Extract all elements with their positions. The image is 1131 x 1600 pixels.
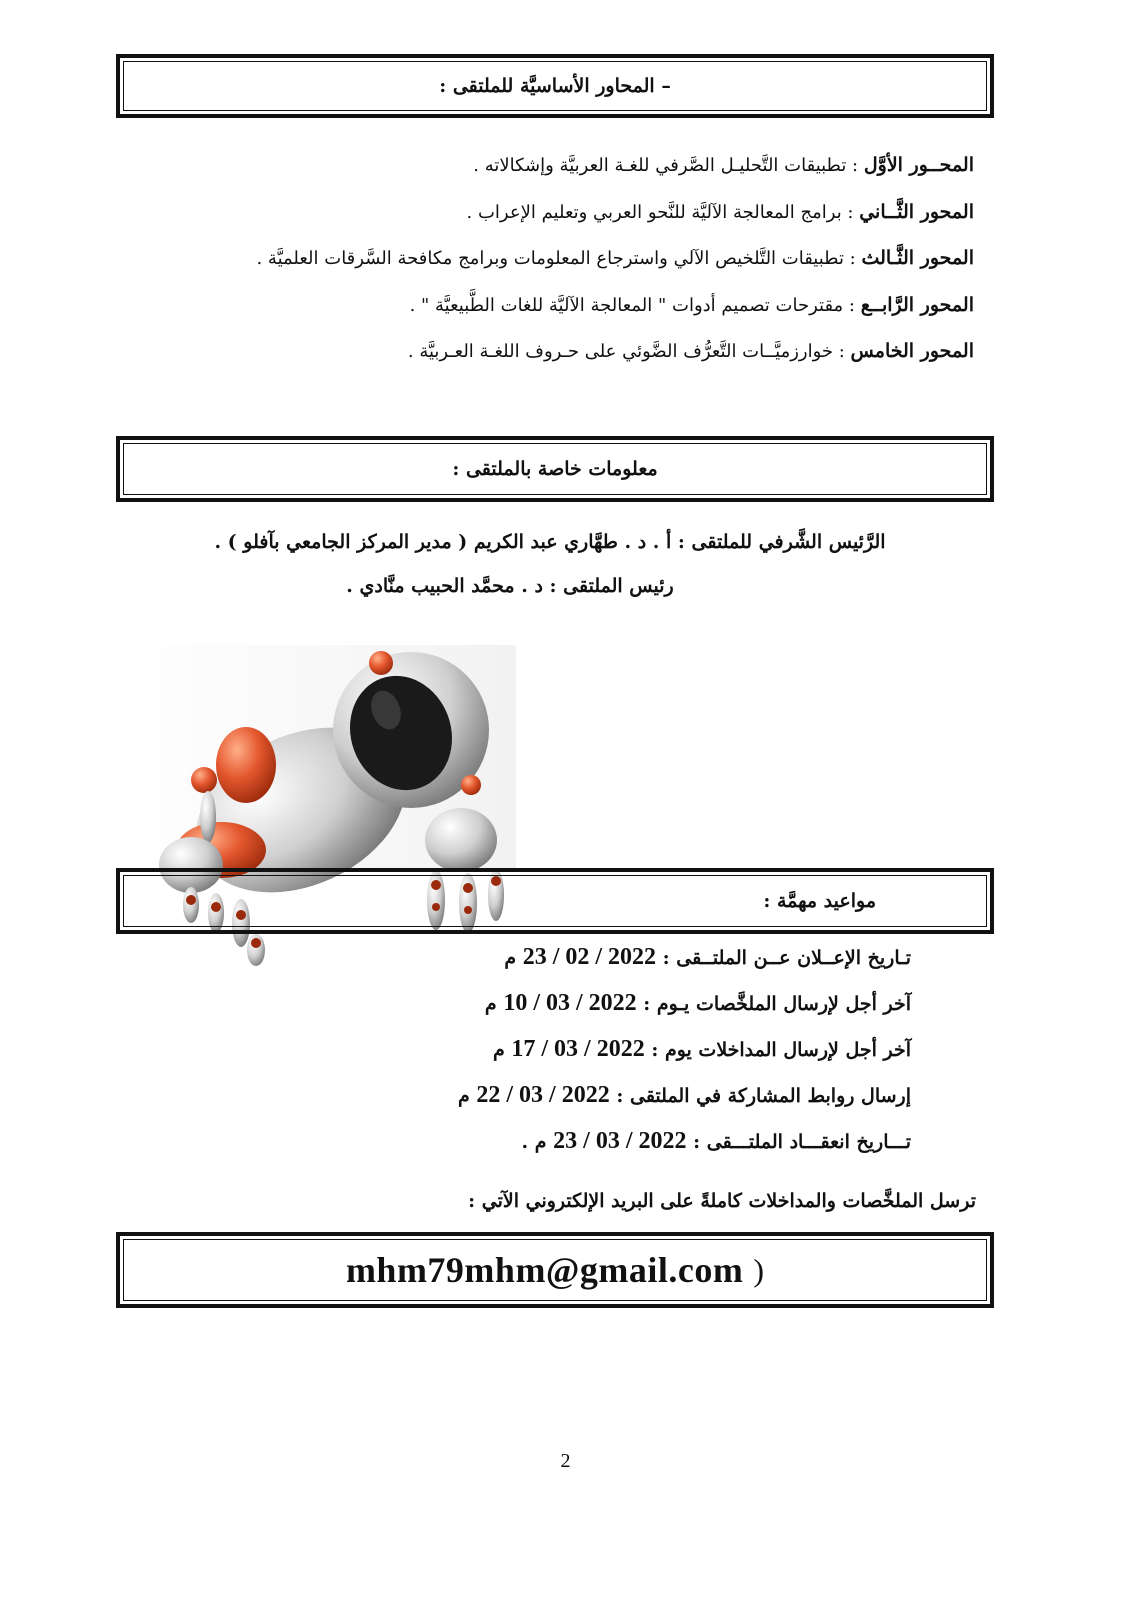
date-item: آخر أجل لإرسال المداخلات يوم : 17 / 03 / 2022 م [492, 1036, 911, 1062]
page-number: 2 [560, 1450, 571, 1472]
honorary-chair: الرَّئيس الشَّرفي للملتقى : أ . د . طهَّاري عبد الكريم ( مدير المركز الجامعي بآفلو ) . [214, 531, 886, 553]
axis-item: المحور الثَّــاني : برامج المعالجة الآليَّة للنَّحو العربي وتعليم الإعراب . [466, 200, 974, 223]
axis-item: المحور الثَّـالث : تطبيقات التَّلخيص الآلي واسترجاع المعلومات وبرامج مكافحة السَّرقات العلميَّة . [256, 247, 974, 269]
info-header: معلومات خاصة بالملتقى : [452, 458, 658, 480]
axes-list [214, 142, 974, 375]
dates-list [391, 934, 911, 1164]
email-box [116, 1232, 994, 1308]
axis-item: المحــور الأوَّل : تطبيقات التَّحليـل الصَّرفي للغـة العربيَّة وإشكالاته . [473, 154, 974, 176]
axis-item: المحور الخامس : خوارزميَّــات التَّعرُّف الضَّوئي على حـروف اللغـة العـربيَّة . [407, 340, 974, 362]
info-header-box [116, 436, 994, 502]
date-item: آخر أجل لإرسال الملخَّصات يـوم : 10 / 03 / 2022 م [484, 990, 911, 1016]
date-item: تـاريخ الإعــلان عــن الملتــقى : 23 / 02 / 2022 م [504, 944, 911, 970]
dates-header-box [116, 868, 994, 934]
email-address[interactable]: mhm79mhm@gmail.com [345, 1250, 744, 1290]
email-paren: ) [753, 1251, 765, 1288]
axes-header-box [116, 54, 994, 118]
submission-note: ترسل الملخَّصات والمداخلات كاملةً على البريد الإلكتروني الآتي : [468, 1190, 976, 1212]
date-item: تـــاريخ انعقـــاد الملتـــقى : 23 / 03 / 2022 م . [521, 1128, 911, 1154]
axes-header: – المحاور الأساسيَّة للملتقى : [439, 75, 671, 97]
axis-item: المحور الرَّابــع : مقترحات تصميم أدوات " المعالجة الآليَّة للغات الطَّبيعيَّة " . [409, 293, 974, 316]
conference-chair: رئيس الملتقى : د . محمَّد الحبيب منَّادي . [346, 575, 674, 597]
dates-header: مواعيد مهمَّة : [763, 890, 876, 912]
date-item: إرسال روابط المشاركة في الملتقى : 22 / 03 / 2022 م [458, 1082, 911, 1108]
